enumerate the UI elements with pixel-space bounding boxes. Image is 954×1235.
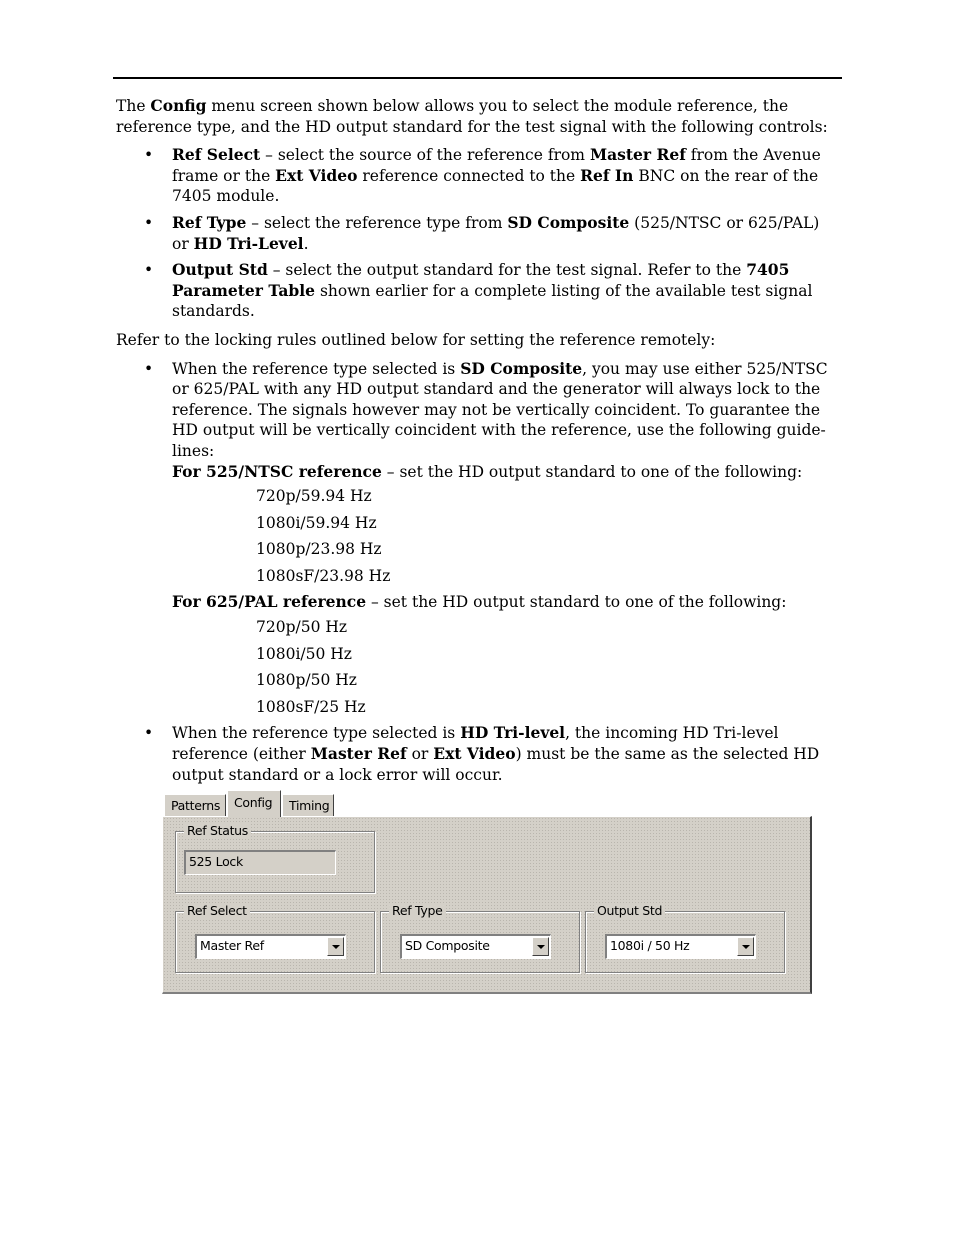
bold-text: HD Tri-Level: [193, 233, 304, 253]
locking-intro: Refer to the locking rules outlined below for setting the reference remotely:: [116, 330, 716, 349]
list-item: 1080sF/25 Hz: [256, 697, 366, 716]
bold-text: Ext Video: [275, 165, 358, 185]
ref-status-label: Ref Status: [184, 823, 251, 839]
config-screen: [162, 790, 812, 994]
pal-heading: [172, 592, 840, 613]
text: – set the HD output standard to one of the following:: [381, 462, 803, 481]
bold-text: 7405 Parameter Table: [172, 260, 790, 300]
output-std-value: 1080i / 50 Hz: [610, 938, 690, 953]
list-item: [116, 723, 840, 785]
bold-text: HD Tri-level: [460, 723, 566, 743]
ref-type-dropdown[interactable]: [400, 934, 551, 959]
bold-text: Master Ref: [589, 145, 686, 165]
pal-standards-list: [200, 617, 840, 717]
list-item: 720p/50 Hz: [256, 618, 348, 637]
text: , you may use either 525/NTSC or 625/PAL with any HD output standard and the generator will always lock to the reference. The signals however may not be vertically coincident. To guarantee the HD output will be vertically coincident with the reference, use the following guide-lines:: [172, 359, 828, 460]
text: , the incoming HD Tri-level reference (either: [172, 724, 779, 764]
ref-type-group: [380, 903, 580, 973]
tab-timing[interactable]: Timing: [282, 794, 334, 816]
bold-text: SD Composite: [460, 358, 583, 378]
bold-text: Master Ref: [310, 744, 407, 764]
term: Output Std: [172, 260, 268, 280]
tab-strip: [162, 790, 812, 818]
text: When the reference type selected is: [172, 359, 461, 378]
list-item: [116, 145, 840, 207]
text: (525/NTSC or 625/PAL) or: [172, 213, 820, 253]
chevron-down-icon[interactable]: [327, 937, 344, 956]
intro-paragraph: [116, 96, 840, 137]
ntsc-heading: [172, 462, 840, 483]
text: – set the HD output standard to one of the following:: [366, 593, 787, 612]
text: reference connected to the: [357, 166, 581, 185]
list-item: 1080i/59.94 Hz: [256, 513, 377, 532]
bold-text: SD Composite: [507, 212, 630, 232]
text: ) must be the same as the selected HD output standard or a lock error will occur.: [172, 745, 820, 784]
text: shown earlier for a complete listing of the available test signal standards.: [172, 281, 813, 321]
locking-rules-list: [116, 359, 840, 786]
list-item: 720p/59.94 Hz: [256, 487, 372, 506]
ref-type-value: SD Composite: [405, 938, 490, 953]
bullet-icon: •: [144, 146, 154, 165]
ref-select-value: Master Ref: [200, 938, 264, 953]
list-item: 1080i/50 Hz: [256, 644, 352, 663]
list-item: [116, 213, 840, 254]
text: .: [303, 234, 309, 253]
text: from the Avenue frame or the: [172, 146, 821, 185]
output-std-label: Output Std: [594, 903, 665, 919]
text: or: [406, 745, 434, 764]
term: Ref Type: [172, 212, 247, 232]
list-item: [116, 260, 840, 322]
chevron-down-icon[interactable]: [532, 937, 549, 956]
text: – select the output standard for the test signal. Refer to the: [267, 261, 747, 280]
ref-status-group: [175, 823, 375, 893]
text: BNC on the rear of the 7405 module.: [172, 166, 819, 206]
bullet-icon: •: [144, 724, 154, 743]
ntsc-standards-list: [200, 486, 840, 586]
chevron-down-icon[interactable]: [737, 937, 754, 956]
ref-status-field: 525 Lock: [184, 850, 336, 875]
output-std-dropdown[interactable]: [605, 934, 756, 959]
ref-select-dropdown[interactable]: [195, 934, 346, 959]
bullet-icon: •: [144, 359, 154, 378]
intro-text: menu screen shown below allows you to select the module reference, the reference type, and the HD output standard for the test signal with the following controls:: [116, 97, 828, 136]
list-item: 1080p/23.98 Hz: [256, 540, 382, 559]
bullet-icon: •: [144, 213, 154, 232]
header-rule: [113, 77, 842, 79]
controls-list: [116, 145, 840, 322]
bold-text: Ext Video: [433, 744, 516, 764]
list-item: 1080sF/23.98 Hz: [256, 566, 391, 585]
bold-text: For 625/PAL reference: [172, 592, 367, 612]
term: Ref Select: [172, 145, 261, 165]
list-item: [116, 359, 840, 718]
text: – select the reference type from: [246, 213, 508, 232]
output-std-group: [585, 903, 785, 973]
list-item: 1080p/50 Hz: [256, 671, 357, 690]
ref-select-label: Ref Select: [184, 903, 250, 919]
tab-patterns[interactable]: Patterns: [164, 794, 226, 816]
intro-bold: Config: [150, 96, 207, 115]
text: When the reference type selected is: [172, 724, 461, 743]
ref-type-label: Ref Type: [389, 903, 446, 919]
text: – select the source of the reference from: [260, 146, 590, 165]
ref-select-group: [175, 903, 375, 973]
intro-text: The: [116, 97, 151, 115]
config-panel: [162, 816, 812, 994]
bullet-icon: •: [144, 261, 154, 280]
bold-text: Ref In: [580, 165, 634, 185]
bold-text: For 525/NTSC reference: [172, 461, 382, 481]
document-body: [116, 96, 840, 793]
tab-config[interactable]: Config: [227, 790, 281, 817]
